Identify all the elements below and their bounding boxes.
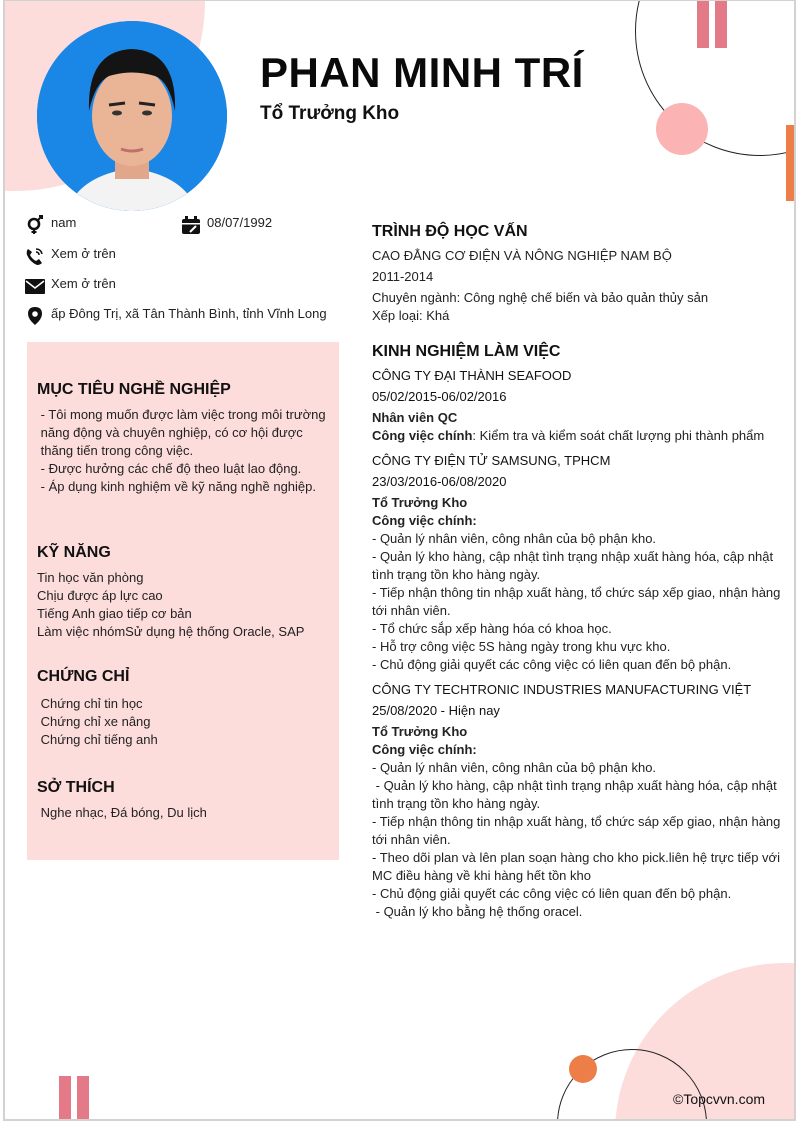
envelope-icon xyxy=(25,276,45,296)
duty-item: - Quản lý kho hàng, cập nhật tình trạng nhập xuất hàng hóa, cập nhật tình trạng tồn kho hàng ngày. xyxy=(372,549,777,582)
certificate-item: Chứng chỉ tin học xyxy=(37,696,143,711)
objective-line: - Tôi mong muốn được làm việc trong môi trường xyxy=(37,407,326,422)
job-duties xyxy=(372,427,782,445)
calendar-icon xyxy=(181,215,201,235)
objective-title: MỤC TIÊU NGHỀ NGHIỆP xyxy=(37,381,231,398)
hobbies-body xyxy=(37,804,207,822)
job-company: CÔNG TY TECHTRONIC INDUSTRIES MANUFACTURING VIỆT xyxy=(372,682,752,697)
phone-row xyxy=(25,246,116,266)
job-duties-label: Công việc chính: xyxy=(372,513,477,528)
objective-line: - Được hưởng các chế độ theo luật lao động. xyxy=(37,461,302,476)
watermark: ©Topcvvn.com xyxy=(673,1091,766,1107)
gender-icon xyxy=(25,215,45,235)
duty-item: - Chủ động giải quyết các công việc có liên quan đến bộ phận. xyxy=(372,886,732,901)
job-entry xyxy=(372,681,785,921)
job-duties-list xyxy=(372,759,785,921)
job-title: Tổ Trưởng Kho xyxy=(260,103,400,124)
duty-item: - Quản lý kho bằng hệ thống oracel. xyxy=(372,904,583,919)
avatar-photo xyxy=(37,21,227,211)
email-value: Xem ở trên xyxy=(51,276,116,291)
duty-item: - Hỗ trợ công việc 5S hàng ngày trong khu vực kho. xyxy=(372,639,671,654)
education-grade: Xếp loại: Khá xyxy=(372,308,450,323)
map-pin-icon xyxy=(25,306,45,326)
gender-row xyxy=(25,215,76,235)
job-company: CÔNG TY ĐIỆN TỬ SAMSUNG, TPHCM xyxy=(372,453,611,468)
person-photo-icon xyxy=(37,21,227,211)
duty-item: - Chủ động giải quyết các công việc có liên quan đến bộ phận. xyxy=(372,657,732,672)
job-entry xyxy=(372,367,782,445)
duty-item: - Theo dõi plan và lên plan soạn hàng cho kho pick.liên hệ trực tiếp với MC điều hàng về khi hàng hết tồn kho xyxy=(372,850,784,883)
birthday-row xyxy=(181,215,272,235)
hobbies-title: SỞ THÍCH xyxy=(37,779,115,796)
duty-item: - Tiếp nhận thông tin nhập xuất hàng, tổ chức sáp xếp giao, nhận hàng tới nhân viên. xyxy=(372,814,785,847)
job-position: Tổ Trưởng Kho xyxy=(372,724,468,739)
decor-pink-dot xyxy=(656,103,708,155)
decor-orange-dot xyxy=(569,1055,597,1083)
objective-line: năng động và chuyên nghiệp, có cơ hội được xyxy=(37,425,303,440)
job-period: 05/02/2015-06/02/2016 xyxy=(372,389,507,404)
job-position: Tổ Trưởng Kho xyxy=(372,495,468,510)
certificates-list xyxy=(37,695,158,749)
education-major: Chuyên ngành: Công nghệ chế biến và bảo quản thủy sản xyxy=(372,290,709,305)
gender-value: nam xyxy=(51,215,77,230)
certificate-item: Chứng chỉ tiếng anh xyxy=(37,732,158,747)
job-duties-text: : Kiểm tra và kiểm soát chất lượng phi thành phẩm xyxy=(472,428,765,443)
hobbies-text: Nghe nhạc, Đá bóng, Du lịch xyxy=(37,805,207,820)
duty-item: - Tổ chức sắp xếp hàng hóa có khoa học. xyxy=(372,621,612,636)
duty-item: - Quản lý nhân viên, công nhân của bộ phận kho. xyxy=(372,531,657,546)
skills-title: KỸ NĂNG xyxy=(37,544,111,561)
decor-orange-tab xyxy=(786,125,796,201)
job-entry xyxy=(372,452,785,674)
objective-body xyxy=(37,406,326,496)
job-position: Nhân viên QC xyxy=(372,410,458,425)
objective-line: thăng tiến trong công việc. xyxy=(37,443,194,458)
job-duties-label: Công việc chính: xyxy=(372,742,477,757)
address-value: ấp Đông Trị, xã Tân Thành Bình, tỉnh Vĩnh Long xyxy=(51,306,327,321)
duty-item: - Tiếp nhận thông tin nhập xuất hàng, tổ chức sáp xếp giao, nhận hàng tới nhân viên. xyxy=(372,585,785,618)
objective-line: - Áp dụng kinh nghiệm về kỹ năng nghề nghiệp. xyxy=(37,479,316,494)
job-company: CÔNG TY ĐẠI THÀNH SEAFOOD xyxy=(372,368,572,383)
right-column xyxy=(372,223,785,928)
job-duties-label: Công việc chính xyxy=(372,428,473,443)
education-period: 2011-2014 xyxy=(372,269,434,284)
certificate-item: Chứng chỉ xe nâng xyxy=(37,714,151,729)
skills-list xyxy=(37,569,304,641)
experience-title: KINH NGHIỆM LÀM VIỆC xyxy=(372,343,561,360)
job-period: 23/03/2016-06/08/2020 xyxy=(372,474,507,489)
email-row xyxy=(25,276,116,296)
education-school: CAO ĐẲNG CƠ ĐIỆN VÀ NÔNG NGHIỆP NAM BỘ xyxy=(372,248,672,263)
duty-item: - Quản lý kho hàng, cập nhật tình trạng nhập xuất hàng hóa, cập nhật tình trạng tồn kho hàng ngày. xyxy=(372,778,781,811)
decor-bars-top xyxy=(697,1,727,48)
birthday-value: 08/07/1992 xyxy=(207,215,273,230)
cv-page xyxy=(3,0,796,1121)
address-row xyxy=(25,306,327,326)
skill-item: Tin học văn phòng xyxy=(37,570,144,585)
skill-item: Chịu được áp lực cao xyxy=(37,588,163,603)
certificates-title: CHỨNG CHỈ xyxy=(37,668,130,685)
phone-value: Xem ở trên xyxy=(51,246,116,261)
skill-item: Tiếng Anh giao tiếp cơ bản xyxy=(37,606,192,621)
experience-section xyxy=(372,343,785,921)
job-duties-list xyxy=(372,530,785,674)
skill-item: Làm việc nhómSử dụng hệ thống Oracle, SAP xyxy=(37,624,305,639)
duty-item: - Quản lý nhân viên, công nhân của bộ phận kho. xyxy=(372,760,657,775)
job-period: 25/08/2020 - Hiện nay xyxy=(372,703,500,718)
decor-bars-bottom xyxy=(59,1076,89,1121)
phone-icon xyxy=(25,246,45,266)
education-section xyxy=(372,223,782,325)
candidate-name: PHAN MINH TRÍ xyxy=(260,49,584,96)
education-title: TRÌNH ĐỘ HỌC VẤN xyxy=(372,223,528,240)
